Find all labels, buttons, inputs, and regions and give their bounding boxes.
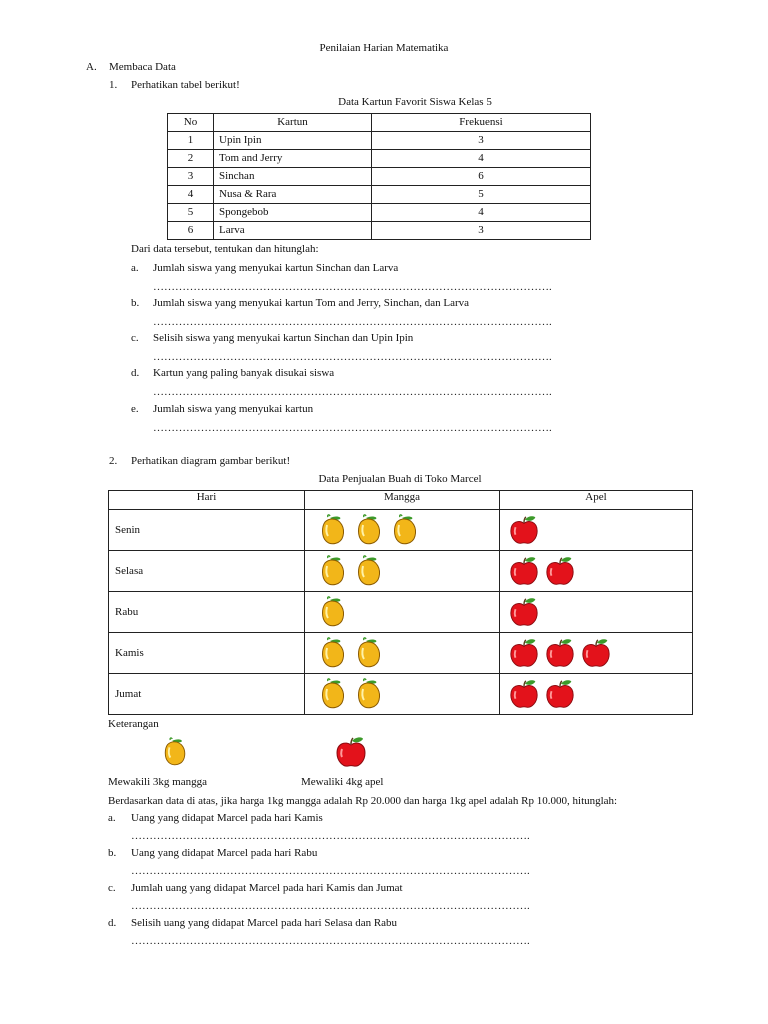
- answer-line[interactable]: ……………………………………………………………………………………………….: [131, 865, 530, 877]
- header-hari: Hari: [109, 491, 305, 510]
- cell-apel: [500, 633, 693, 674]
- q1-item-text: Jumlah siswa yang menyukai kartun Sinchan dan Larva: [153, 262, 399, 274]
- q2-item-letter: a.: [108, 812, 116, 824]
- cell-apel: [500, 592, 693, 633]
- cell-kartun: Larva: [214, 222, 372, 240]
- cell-hari: Kamis: [109, 633, 305, 674]
- cell-no: 3: [168, 168, 214, 186]
- cell-no: 5: [168, 204, 214, 222]
- cell-frekuensi: 3: [372, 222, 591, 240]
- table-header-row: [168, 114, 591, 132]
- q1-item-text: Jumlah siswa yang menyukai kartun Tom and Jerry, Sinchan, dan Larva: [153, 297, 470, 309]
- q2-item-text: Uang yang didapat Marcel pada hari Rabu: [131, 847, 318, 859]
- table-row: [168, 168, 591, 186]
- mango-icon: [355, 678, 383, 710]
- q2-item-text: Uang yang didapat Marcel pada hari Kamis: [131, 812, 323, 824]
- apple-icon: [508, 514, 540, 546]
- apple-icon: [508, 555, 540, 587]
- table-row: [168, 204, 591, 222]
- legend-apple-text: Mewaliki 4kg apel: [301, 776, 384, 788]
- cell-hari: Rabu: [109, 592, 305, 633]
- q1-table-title: Data Kartun Favorit Siswa Kelas 5: [338, 96, 492, 108]
- table-row: [109, 510, 693, 551]
- fruit-sales-table: [108, 490, 693, 715]
- apple-icon: [544, 555, 576, 587]
- q2-item-letter: d.: [108, 917, 117, 929]
- answer-line[interactable]: ……………………………………………………………………………………………….: [153, 386, 552, 398]
- answer-line[interactable]: ……………………………………………………………………………………………….: [153, 281, 552, 293]
- q1-number: 1.: [109, 79, 118, 91]
- cell-frekuensi: 4: [372, 204, 591, 222]
- legend-apple-icon-wrap: [334, 736, 376, 768]
- q1-item-text: Jumlah siswa yang menyukai kartun: [153, 403, 314, 415]
- q1-prompt: Dari data tersebut, tentukan dan hitunglah:: [131, 243, 319, 255]
- mango-icon: [355, 555, 383, 587]
- q2-item-text: Jumlah uang yang didapat Marcel pada hari Kamis dan Jumat: [131, 882, 403, 894]
- cell-kartun: Spongebob: [214, 204, 372, 222]
- q1-item-letter: b.: [131, 297, 140, 309]
- q1-item-text: Selisih siswa yang menyukai kartun Sinchan dan Upin Ipin: [153, 332, 414, 344]
- mango-icon: [319, 637, 347, 669]
- cell-kartun: Tom and Jerry: [214, 150, 372, 168]
- mango-icon: [355, 637, 383, 669]
- q2-prompt: Berdasarkan data di atas, jika harga 1kg mangga adalah Rp 20.000 dan harga 1kg apel adalah Rp 10.000, hitunglah:: [108, 795, 618, 807]
- apple-icon: [508, 596, 540, 628]
- answer-line[interactable]: ……………………………………………………………………………………………….: [131, 830, 530, 842]
- mango-icon: [319, 596, 347, 628]
- legend-mango-icon-wrap: [162, 736, 196, 768]
- header-kartun: Kartun: [214, 114, 372, 132]
- header-apel: Apel: [500, 491, 693, 510]
- header-mangga: Mangga: [305, 491, 500, 510]
- answer-line[interactable]: ……………………………………………………………………………………………….: [131, 935, 530, 947]
- cell-mangga: [305, 510, 500, 551]
- page-title: Penilaian Harian Matematika: [319, 42, 449, 54]
- mango-icon: [391, 514, 419, 546]
- legend-mango-text: Mewakili 3kg mangga: [108, 776, 207, 788]
- q2-item-text: Selisih uang yang didapat Marcel pada hari Selasa dan Rabu: [131, 917, 398, 929]
- table-row: [168, 150, 591, 168]
- cell-no: 4: [168, 186, 214, 204]
- table-row: [109, 674, 693, 715]
- cartoon-table: [167, 113, 591, 240]
- cell-mangga: [305, 633, 500, 674]
- legend-title: Keterangan: [108, 718, 159, 730]
- q2-item-letter: b.: [108, 847, 117, 859]
- answer-line[interactable]: ……………………………………………………………………………………………….: [153, 351, 552, 363]
- table-row: [109, 592, 693, 633]
- answer-line[interactable]: ……………………………………………………………………………………………….: [153, 422, 552, 434]
- cell-mangga: [305, 592, 500, 633]
- cell-hari: Selasa: [109, 551, 305, 592]
- cell-frekuensi: 5: [372, 186, 591, 204]
- cell-frekuensi: 6: [372, 168, 591, 186]
- apple-icon: [334, 736, 368, 768]
- apple-icon: [508, 637, 540, 669]
- q1-intro: Perhatikan tabel berikut!: [131, 79, 240, 91]
- q2-table-title: Data Penjualan Buah di Toko Marcel: [318, 473, 482, 485]
- apple-icon: [508, 678, 540, 710]
- apple-icon: [580, 637, 612, 669]
- cell-apel: [500, 510, 693, 551]
- table-row: [109, 633, 693, 674]
- q2-number: 2.: [109, 455, 118, 467]
- answer-line[interactable]: ……………………………………………………………………………………………….: [131, 900, 530, 912]
- table-row: [168, 132, 591, 150]
- mango-icon: [319, 514, 347, 546]
- q1-item-text: Kartun yang paling banyak disukai siswa: [153, 367, 335, 379]
- apple-icon: [544, 637, 576, 669]
- cell-frekuensi: 4: [372, 150, 591, 168]
- apple-icon: [544, 678, 576, 710]
- table-row: [168, 222, 591, 240]
- q1-item-letter: c.: [131, 332, 139, 344]
- cell-apel: [500, 674, 693, 715]
- q2-intro: Perhatikan diagram gambar berikut!: [131, 455, 291, 467]
- cell-no: 6: [168, 222, 214, 240]
- header-no: No: [168, 114, 214, 132]
- cell-apel: [500, 551, 693, 592]
- cell-no: 2: [168, 150, 214, 168]
- cell-no: 1: [168, 132, 214, 150]
- header-frekuensi: Frekuensi: [372, 114, 591, 132]
- q2-item-letter: c.: [108, 882, 116, 894]
- mango-icon: [355, 514, 383, 546]
- cell-hari: Senin: [109, 510, 305, 551]
- q1-table-title-wrap: [0, 96, 768, 109]
- cell-kartun: Nusa & Rara: [214, 186, 372, 204]
- table-header-row: [109, 491, 693, 510]
- mango-icon: [319, 678, 347, 710]
- section-letter: A.: [86, 61, 97, 73]
- cell-frekuensi: 3: [372, 132, 591, 150]
- section-title: Membaca Data: [109, 61, 176, 73]
- cell-hari: Jumat: [109, 674, 305, 715]
- mango-icon: [162, 736, 188, 768]
- q2-table-title-wrap: [0, 473, 768, 486]
- cell-mangga: [305, 551, 500, 592]
- q1-item-letter: d.: [131, 367, 140, 379]
- cell-kartun: Upin Ipin: [214, 132, 372, 150]
- q1-item-letter: a.: [131, 262, 139, 274]
- cell-kartun: Sinchan: [214, 168, 372, 186]
- table-row: [109, 551, 693, 592]
- mango-icon: [319, 555, 347, 587]
- q1-item-letter: e.: [131, 403, 139, 415]
- cell-mangga: [305, 674, 500, 715]
- answer-line[interactable]: ……………………………………………………………………………………………….: [153, 316, 552, 328]
- table-row: [168, 186, 591, 204]
